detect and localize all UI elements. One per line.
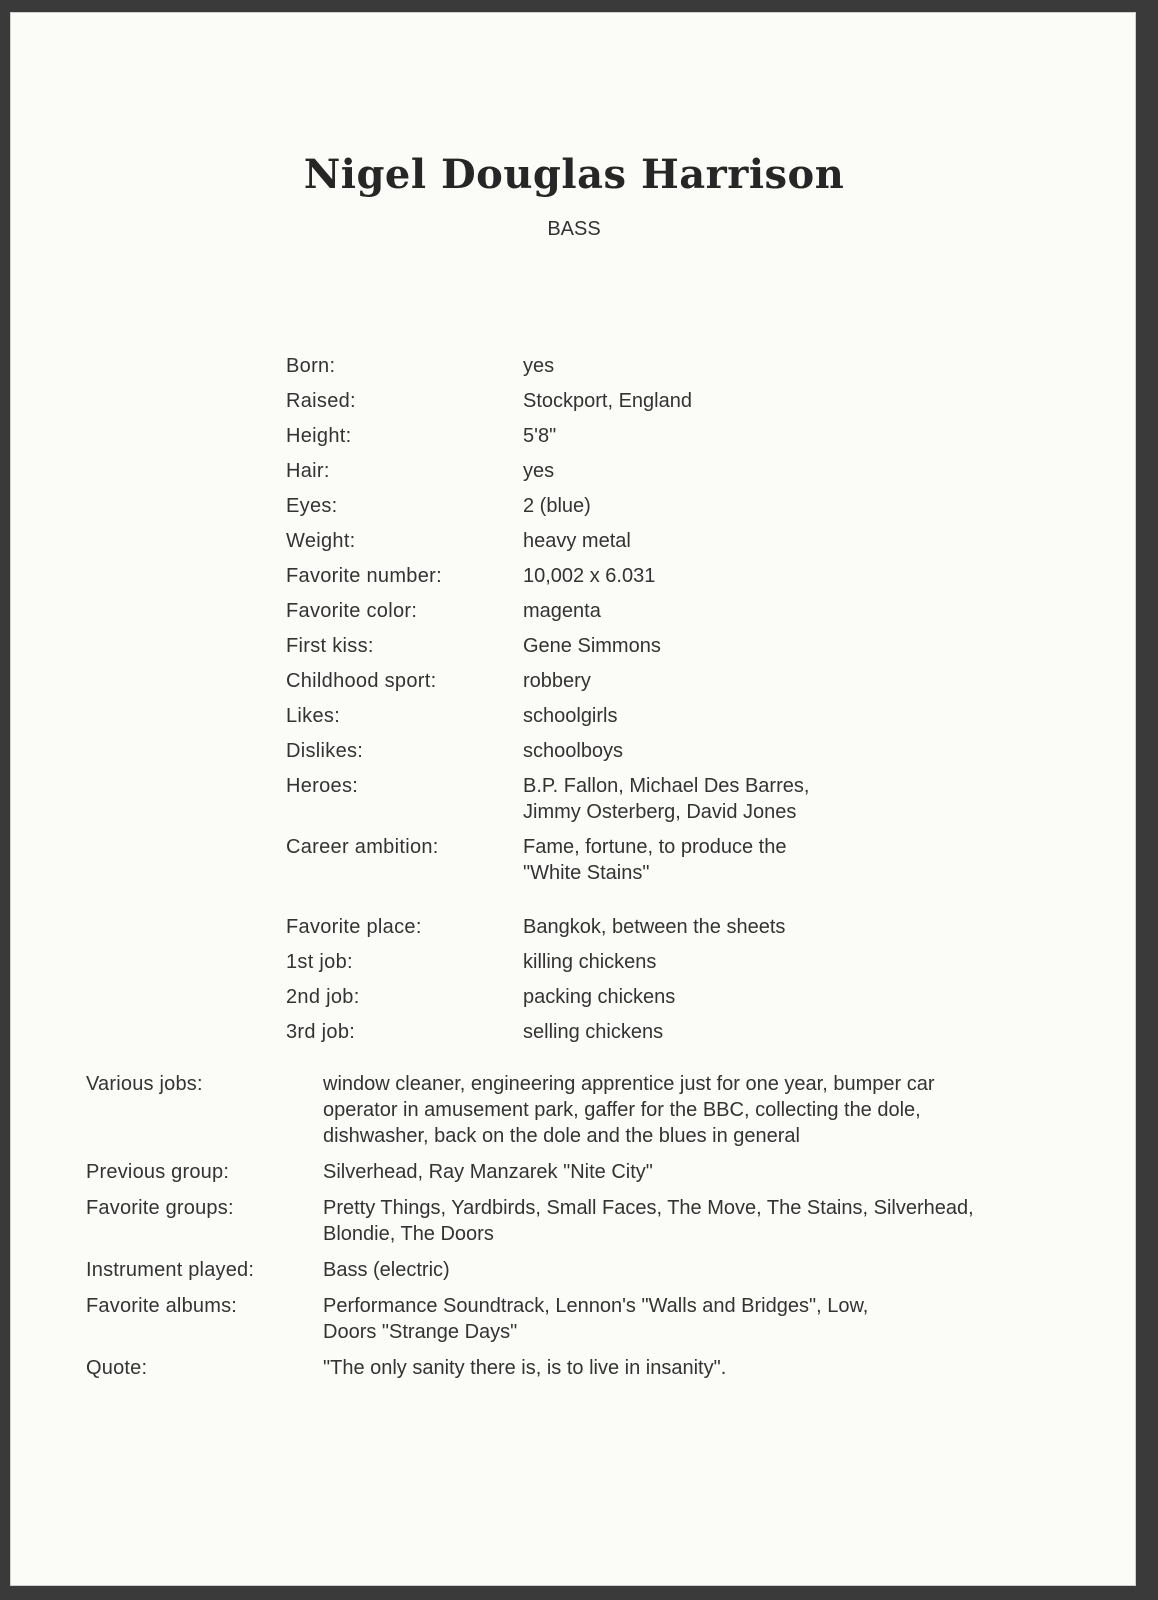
fact-value: yes: [523, 460, 555, 482]
fact-row-favorite-color: [286, 598, 986, 624]
fact-row-eyes: [286, 493, 986, 519]
fact-label: Hair:: [286, 460, 330, 482]
fact-row-dislikes: [286, 738, 986, 764]
fact-row-childhood-sport: [286, 668, 986, 694]
fact-label: Weight:: [286, 530, 356, 552]
fact-value: yes: [523, 355, 555, 377]
fact-value: Fame, fortune, to produce the "White Stains": [523, 836, 787, 884]
fact-label: Favorite place:: [286, 916, 422, 938]
detail-row-favorite-albums: [86, 1293, 1106, 1345]
fact-label: Career ambition:: [286, 836, 439, 858]
fact-label: Favorite number:: [286, 565, 442, 587]
fact-row-height: [286, 423, 986, 449]
fact-value: B.P. Fallon, Michael Des Barres, Jimmy Osterberg, David Jones: [523, 775, 810, 823]
detail-row-various-jobs: [86, 1071, 1106, 1149]
fact-value: packing chickens: [523, 986, 676, 1008]
fact-row-first-kiss: [286, 633, 986, 659]
fact-label: Childhood sport:: [286, 670, 437, 692]
detail-value: Performance Soundtrack, Lennon's "Walls and Bridges", Low, Doors "Strange Days": [323, 1295, 869, 1343]
detail-row-previous-group: [86, 1159, 1106, 1185]
fact-label: 2nd job:: [286, 986, 360, 1008]
fact-row-favorite-number: [286, 563, 986, 589]
fact-label: Height:: [286, 425, 352, 447]
fact-row-third-job: [286, 1019, 986, 1045]
fact-label: Born:: [286, 355, 336, 377]
fact-row-born: [286, 353, 986, 379]
fact-label: Raised:: [286, 390, 356, 412]
career-details: [86, 1071, 1106, 1381]
fact-value: killing chickens: [523, 951, 657, 973]
fact-value: schoolgirls: [523, 705, 618, 727]
fact-value: 2 (blue): [523, 495, 591, 517]
fact-row-first-job: [286, 949, 986, 975]
detail-value: window cleaner, engineering apprentice just for one year, bumper car operator in amusement park, gaffer for the BBC, collecting the dole, dishwasher, back on the dole and the blues in general: [323, 1073, 935, 1147]
fact-row-likes: [286, 703, 986, 729]
fact-value: schoolboys: [523, 740, 624, 762]
fact-row-career-ambition: [286, 834, 986, 886]
detail-row-instrument-played: [86, 1257, 1106, 1283]
detail-label: Previous group:: [86, 1161, 230, 1183]
fact-value: Gene Simmons: [523, 635, 661, 657]
fact-label: 1st job:: [286, 951, 353, 973]
fact-row-weight: [286, 528, 986, 554]
fact-label: Dislikes:: [286, 740, 364, 762]
detail-value: Silverhead, Ray Manzarek "Nite City": [323, 1161, 653, 1183]
detail-value: Bass (electric): [323, 1259, 450, 1281]
detail-label: Quote:: [86, 1357, 148, 1379]
detail-row-favorite-groups: [86, 1195, 1106, 1247]
page-title: Nigel Douglas Harrison: [303, 151, 845, 198]
fact-value: magenta: [523, 600, 601, 622]
fact-value: robbery: [523, 670, 591, 692]
detail-label: Various jobs:: [86, 1073, 203, 1095]
detail-row-quote: [86, 1355, 1106, 1381]
fact-value: 10,002 x 6.031: [523, 565, 656, 587]
profile-facts: [286, 353, 986, 1045]
fact-value: 5'8": [523, 425, 557, 447]
fact-value: Bangkok, between the sheets: [523, 916, 786, 938]
detail-value: Pretty Things, Yardbirds, Small Faces, The Move, The Stains, Silverhead, Blondie, The Doors: [323, 1197, 974, 1245]
fact-row-heroes: [286, 773, 986, 825]
fact-label: Eyes:: [286, 495, 338, 517]
profile-card: [10, 12, 1136, 1586]
fact-value: selling chickens: [523, 1021, 664, 1043]
fact-label: First kiss:: [286, 635, 374, 657]
detail-value: "The only sanity there is, is to live in insanity".: [323, 1357, 727, 1379]
fact-row-hair: [286, 458, 986, 484]
fact-row-second-job: [286, 984, 986, 1010]
detail-label: Favorite groups:: [86, 1197, 234, 1219]
fact-label: 3rd job:: [286, 1021, 356, 1043]
fact-value: Stockport, England: [523, 390, 692, 412]
fact-label: Likes:: [286, 705, 341, 727]
fact-label: Heroes:: [286, 775, 359, 797]
fact-row-raised: [286, 388, 986, 414]
detail-label: Favorite albums:: [86, 1295, 238, 1317]
fact-row-favorite-place: [286, 914, 986, 940]
fact-label: Favorite color:: [286, 600, 418, 622]
instrument-subtitle: BASS: [547, 218, 601, 240]
fact-value: heavy metal: [523, 530, 631, 552]
detail-label: Instrument played:: [86, 1259, 255, 1281]
